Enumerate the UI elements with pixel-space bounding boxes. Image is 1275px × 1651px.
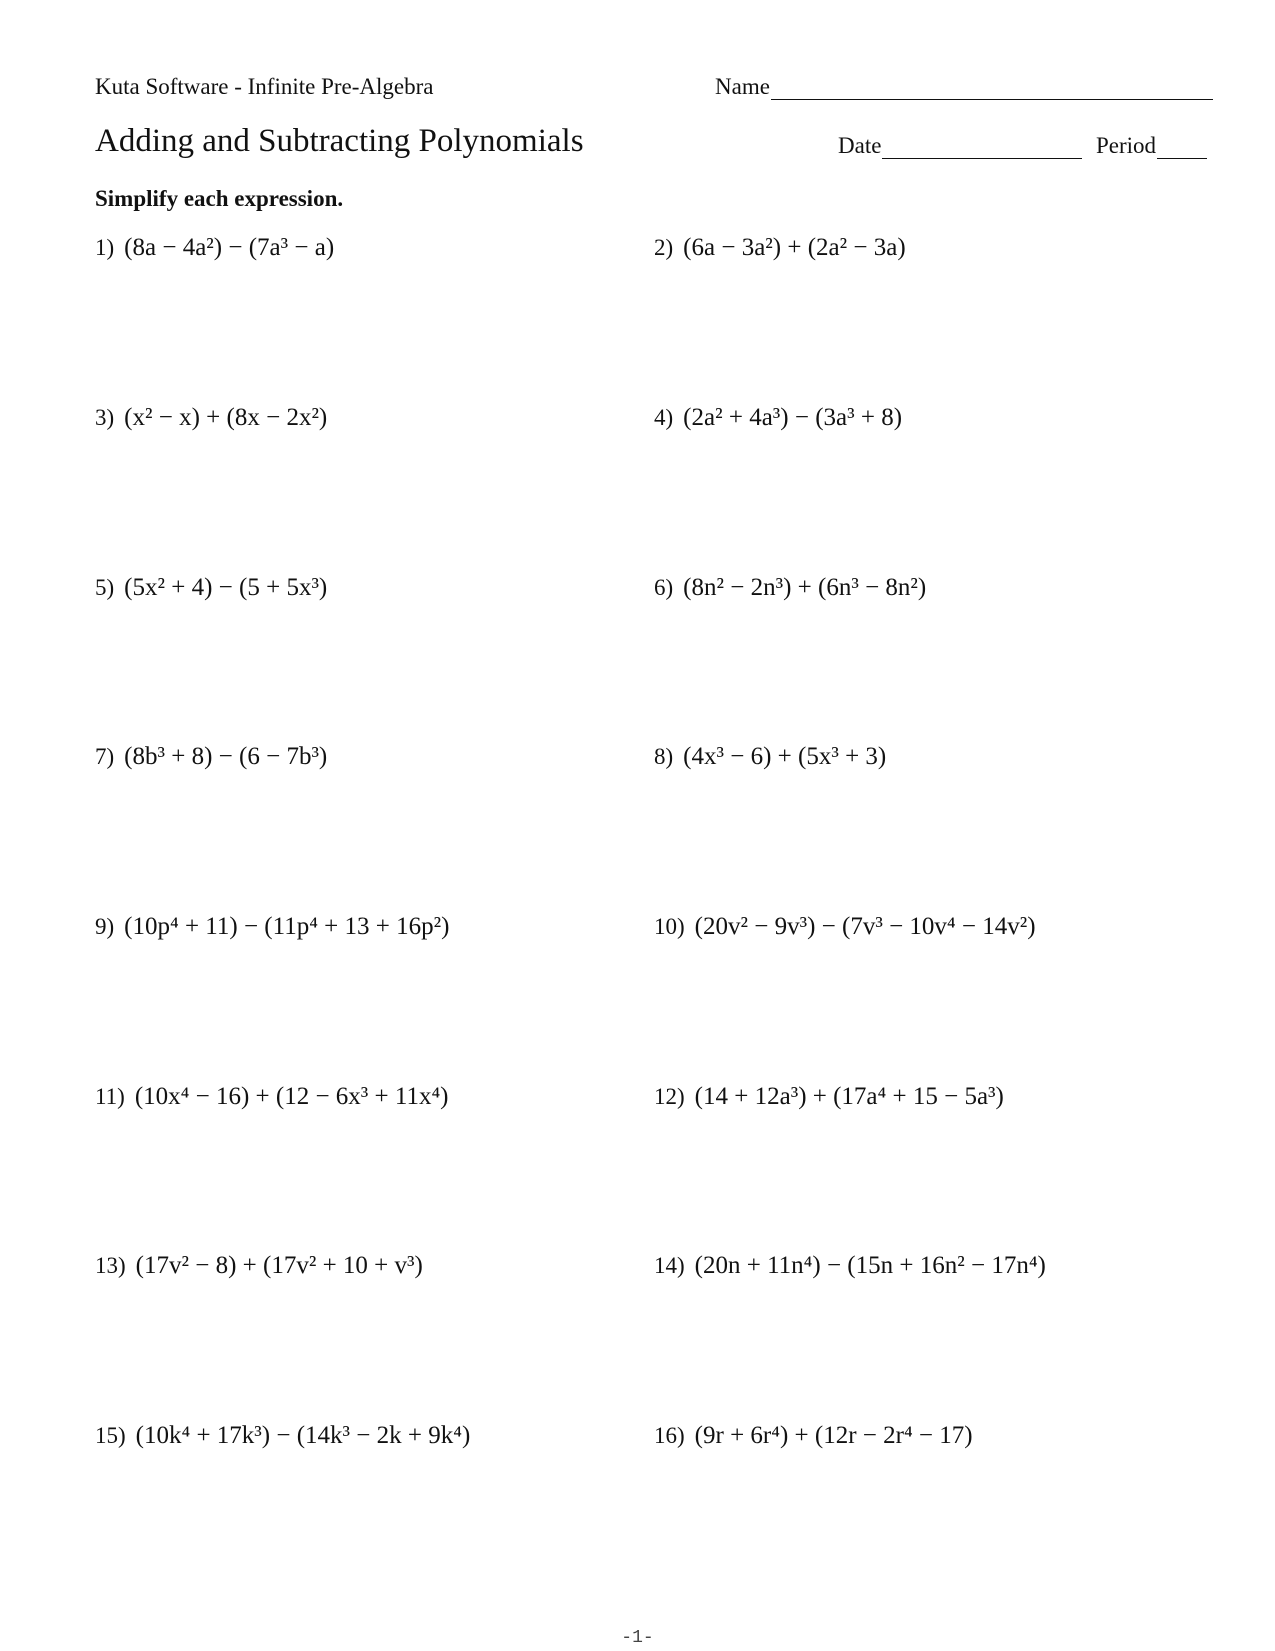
problem-expression: (10k⁴ + 17k³) − (14k³ − 2k + 9k⁴) bbox=[135, 1422, 471, 1449]
problem-expression: (5x² + 4) − (5 + 5x³) bbox=[124, 574, 328, 601]
problem-number: 14) bbox=[654, 1253, 685, 1278]
problem-9 bbox=[95, 913, 449, 941]
problem-expression: (8b³ + 8) − (6 − 7b³) bbox=[124, 743, 328, 770]
problem-1 bbox=[95, 234, 334, 262]
problem-15 bbox=[95, 1422, 470, 1450]
period-blank-line[interactable] bbox=[1157, 136, 1207, 159]
problem-2 bbox=[654, 234, 906, 262]
problem-expression: (2a² + 4a³) − (3a³ + 8) bbox=[683, 404, 903, 431]
page-number: -1- bbox=[621, 1628, 654, 1648]
problem-expression: (4x³ − 6) + (5x³ + 3) bbox=[683, 743, 887, 770]
problem-number: 13) bbox=[95, 1253, 126, 1278]
problem-16 bbox=[654, 1422, 973, 1450]
problem-number: 6) bbox=[654, 575, 674, 600]
problem-14 bbox=[654, 1252, 1046, 1280]
date-field[interactable] bbox=[838, 133, 1082, 159]
name-label: Name bbox=[715, 74, 770, 99]
problem-number: 15) bbox=[95, 1423, 126, 1448]
problem-3 bbox=[95, 404, 327, 432]
problem-expression: (20n + 11n⁴) − (15n + 16n² − 17n⁴) bbox=[694, 1252, 1046, 1279]
problem-7 bbox=[95, 743, 327, 771]
problem-number: 5) bbox=[95, 575, 115, 600]
problem-13 bbox=[95, 1252, 423, 1280]
problem-expression: (6a − 3a²) + (2a² − 3a) bbox=[683, 234, 906, 261]
period-label: Period bbox=[1096, 133, 1157, 158]
problem-expression: (14 + 12a³) + (17a⁴ + 15 − 5a³) bbox=[694, 1083, 1004, 1110]
problem-5 bbox=[95, 574, 327, 602]
name-blank-line[interactable] bbox=[771, 77, 1213, 100]
worksheet-title: Adding and Subtracting Polynomials bbox=[95, 123, 584, 159]
problem-expression: (x² − x) + (8x − 2x²) bbox=[124, 404, 328, 431]
problem-number: 10) bbox=[654, 914, 685, 939]
problem-number: 3) bbox=[95, 405, 115, 430]
problem-number: 2) bbox=[654, 235, 674, 260]
problem-expression: (8a − 4a²) − (7a³ − a) bbox=[124, 234, 335, 261]
problem-expression: (20v² − 9v³) − (7v³ − 10v⁴ − 14v²) bbox=[694, 913, 1036, 940]
problem-8 bbox=[654, 743, 886, 771]
problem-number: 9) bbox=[95, 914, 115, 939]
publisher-label: Kuta Software - Infinite Pre-Algebra bbox=[95, 74, 434, 99]
date-label: Date bbox=[838, 133, 882, 158]
name-field[interactable] bbox=[715, 74, 1213, 100]
problem-number: 7) bbox=[95, 744, 115, 769]
period-field[interactable] bbox=[1096, 133, 1207, 159]
problem-expression: (9r + 6r⁴) + (12r − 2r⁴ − 17) bbox=[694, 1422, 973, 1449]
problem-expression: (10p⁴ + 11) − (11p⁴ + 13 + 16p²) bbox=[124, 913, 450, 940]
problem-number: 8) bbox=[654, 744, 674, 769]
problem-expression: (17v² − 8) + (17v² + 10 + v³) bbox=[135, 1252, 423, 1279]
date-blank-line[interactable] bbox=[882, 136, 1082, 159]
problem-expression: (10x⁴ − 16) + (12 − 6x³ + 11x⁴) bbox=[134, 1083, 449, 1110]
problem-11 bbox=[95, 1083, 449, 1111]
problem-number: 11) bbox=[95, 1084, 125, 1109]
problem-12 bbox=[654, 1083, 1004, 1111]
problem-expression: (8n² − 2n³) + (6n³ − 8n²) bbox=[683, 574, 927, 601]
problem-10 bbox=[654, 913, 1036, 941]
problem-number: 1) bbox=[95, 235, 115, 260]
problem-4 bbox=[654, 404, 902, 432]
problem-number: 4) bbox=[654, 405, 674, 430]
instructions: Simplify each expression. bbox=[95, 186, 344, 211]
problem-6 bbox=[654, 574, 926, 602]
problem-number: 12) bbox=[654, 1084, 685, 1109]
problem-number: 16) bbox=[654, 1423, 685, 1448]
